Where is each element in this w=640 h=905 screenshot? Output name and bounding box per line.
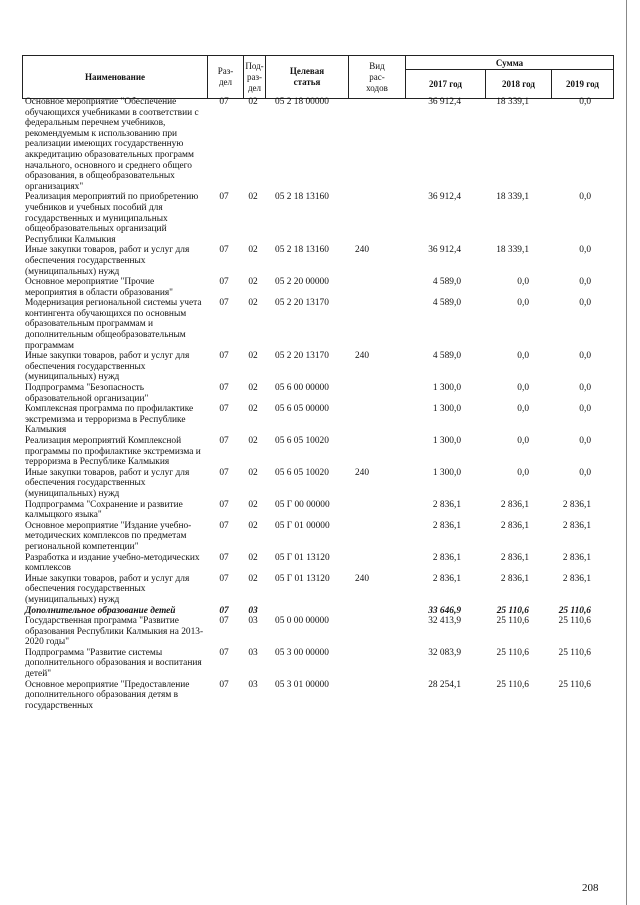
header-year-2018: 2018 год	[485, 70, 551, 98]
table-body	[22, 97, 612, 711]
cell-rz: 07	[219, 605, 229, 616]
cell-name: Иные закупки товаров, работ и услуг для обеспечения государственных (муниципальных) нужд	[25, 573, 190, 605]
cell-cs: 05 6 05 10020	[275, 467, 329, 478]
cell-name: Разработка и издание учебно-методических комплексов	[25, 552, 200, 574]
cell-cs: 05 6 00 00000	[275, 383, 329, 394]
table-row	[22, 245, 612, 277]
cell-y3: 0,0	[579, 383, 591, 394]
cell-pr: 02	[248, 351, 258, 362]
cell-cs: 05 2 18 13160	[275, 245, 329, 256]
table-row	[22, 680, 612, 712]
cell-y2: 0,0	[517, 436, 529, 446]
cell-y2: 18 339,1	[496, 97, 529, 107]
cell-cs: 05 3 00 00000	[275, 647, 329, 658]
cell-y2: 0,0	[517, 404, 529, 415]
table-row	[22, 500, 612, 521]
cell-vr	[347, 606, 377, 617]
cell-name: Подпрограмма "Сохранение и развитие калмыцкого языка"	[25, 499, 183, 521]
header-summa: Сумма	[405, 56, 613, 70]
page-number: 208	[582, 882, 599, 894]
header-podrazdel: Под- раз- дел	[243, 56, 265, 98]
cell-name: Реализация мероприятий по приобретению учебников и учебных пособий для государственных и муниципальных общеобразовательных организаций Республики Калмыкия	[25, 192, 199, 245]
cell-y3: 0,0	[579, 467, 591, 478]
table-header	[22, 55, 614, 99]
cell-rz: 07	[219, 404, 229, 415]
cell-rz: 07	[219, 520, 229, 531]
cell-y3: 25 110,6	[558, 647, 591, 658]
cell-pr: 02	[248, 97, 258, 107]
header-razdel: Раз- дел	[207, 56, 243, 98]
cell-y1: 32 083,9	[428, 647, 461, 658]
cell-vr: 240	[354, 245, 370, 256]
cell-vr	[347, 553, 377, 574]
cell-name: Подпрограмма "Безопасность образовательной организации"	[25, 383, 149, 404]
cell-y2: 0,0	[517, 383, 529, 394]
cell-rz: 07	[219, 351, 229, 362]
cell-y2: 25 110,6	[496, 679, 529, 690]
cell-vr	[347, 277, 377, 298]
cell-name: Иные закупки товаров, работ и услуг для обеспечения государственных (муниципальных) нужд	[25, 245, 190, 277]
cell-y1: 1 300,0	[432, 436, 461, 446]
table-row	[22, 436, 612, 468]
table-row	[22, 574, 612, 606]
cell-name: Иные закупки товаров, работ и услуг для обеспечения государственных (муниципальных) нужд	[25, 351, 190, 383]
table-row	[22, 383, 612, 404]
cell-cs: 05 3 01 00000	[275, 679, 329, 690]
cell-y3: 2 836,1	[562, 499, 591, 510]
cell-rz: 07	[219, 499, 229, 510]
cell-y2: 18 339,1	[496, 245, 529, 256]
cell-rz: 07	[219, 552, 229, 563]
cell-name: Подпрограмма "Развитие системы дополнительного образования и воспитания детей"	[25, 647, 202, 680]
table-row	[22, 606, 612, 617]
cell-y2: 2 836,1	[500, 552, 529, 563]
cell-vr	[347, 404, 377, 436]
cell-y2: 0,0	[517, 467, 529, 478]
cell-y2: 2 836,1	[500, 499, 529, 510]
cell-cs: 05 2 20 13170	[275, 351, 329, 362]
cell-cs: 05 0 00 00000	[275, 616, 329, 627]
header-year-2017: 2017 год	[405, 70, 485, 98]
cell-y3: 0,0	[579, 277, 591, 288]
cell-y3: 0,0	[579, 298, 591, 309]
cell-vr	[347, 436, 377, 468]
cell-y3: 25 110,6	[558, 679, 591, 690]
cell-y3: 0,0	[579, 192, 591, 203]
cell-cs: 05 Г 01 00000	[275, 520, 330, 531]
cell-rz: 07	[219, 679, 229, 690]
cell-name: Основное мероприятие "Предоставление дополнительного образования детям в государственных	[25, 679, 190, 711]
cell-vr	[347, 680, 377, 712]
cell-name: Основное мероприятие "Издание учебно-методических комплексов по предметам региональной компетенции"	[25, 520, 192, 552]
cell-y3: 0,0	[579, 436, 591, 446]
cell-y1: 4 589,0	[432, 298, 461, 309]
cell-pr: 03	[248, 605, 258, 616]
cell-y1: 2 836,1	[432, 520, 461, 531]
cell-vr	[347, 298, 377, 351]
cell-name: Модернизация региональной системы учета контингента обучающихся по основным образовательным программам и дополнительным общеобразовательным программам	[25, 298, 202, 351]
cell-y3: 25 110,6	[558, 605, 591, 616]
header-vid-rashodov: Вид рас- ходов	[348, 56, 405, 98]
cell-vr	[347, 500, 377, 521]
header-cel-statya: Целевая статья	[265, 56, 348, 98]
cell-y1: 1 300,0	[432, 383, 461, 394]
table-row	[22, 648, 612, 680]
cell-name: Реализация мероприятий Комплексной программы по профилактике экстремизма и терроризма в Республике Калмыкия	[25, 436, 201, 468]
cell-vr: 240	[354, 467, 370, 478]
cell-vr	[347, 616, 377, 648]
cell-pr: 02	[248, 573, 258, 584]
cell-pr: 02	[248, 499, 258, 510]
cell-y2: 0,0	[517, 351, 529, 362]
cell-y1: 36 912,4	[428, 97, 461, 107]
cell-vr	[347, 521, 377, 553]
cell-pr: 03	[248, 647, 258, 658]
cell-vr: 240	[354, 351, 370, 362]
cell-cs: 05 6 05 10020	[275, 436, 329, 446]
cell-rz: 07	[219, 277, 229, 288]
cell-rz: 07	[219, 97, 229, 107]
cell-pr: 03	[248, 616, 258, 627]
table-row	[22, 97, 612, 192]
cell-y3: 0,0	[579, 97, 591, 107]
cell-pr: 02	[248, 298, 258, 309]
cell-pr: 02	[248, 436, 258, 446]
cell-y2: 25 110,6	[496, 605, 529, 616]
cell-y2: 25 110,6	[496, 647, 529, 658]
cell-y1: 1 300,0	[432, 467, 461, 478]
table-row	[22, 553, 612, 574]
table-row	[22, 351, 612, 383]
cell-y2: 2 836,1	[500, 573, 529, 584]
cell-y2: 0,0	[517, 277, 529, 288]
cell-y1: 2 836,1	[432, 573, 461, 584]
cell-y3: 2 836,1	[562, 520, 591, 531]
cell-y1: 36 912,4	[428, 192, 461, 203]
cell-pr: 02	[248, 277, 258, 288]
cell-rz: 07	[219, 647, 229, 658]
cell-y3: 25 110,6	[558, 616, 591, 627]
cell-y1: 2 836,1	[432, 499, 461, 510]
cell-name: Дополнительное образование детей	[25, 605, 176, 616]
cell-cs: 05 Г 00 00000	[275, 499, 330, 510]
cell-cs: 05 2 18 13160	[275, 192, 329, 203]
cell-y3: 0,0	[579, 351, 591, 362]
cell-pr: 02	[248, 192, 258, 203]
cell-vr	[347, 648, 377, 680]
cell-y1: 2 836,1	[432, 552, 461, 563]
cell-y2: 2 836,1	[500, 520, 529, 531]
cell-y2: 18 339,1	[496, 192, 529, 203]
cell-cs: 05 Г 01 13120	[275, 552, 330, 563]
cell-y3: 0,0	[579, 245, 591, 256]
cell-rz: 07	[219, 298, 229, 309]
cell-y2: 25 110,6	[496, 616, 529, 627]
cell-rz: 07	[219, 616, 229, 627]
header-year-2019: 2019 год	[551, 70, 613, 98]
table-row	[22, 277, 612, 298]
cell-name: Основное мероприятие "Обеспечение обучающихся учебниками в соответствии с федеральным перечнем учебников, рекомендуемым к использованию при реализации имеющих государственную аккредитацию образовательных программ начального, основного и среднего общего образования, в общеобразовательных организациях"	[25, 97, 199, 192]
cell-y3: 2 836,1	[562, 552, 591, 563]
cell-y2: 0,0	[517, 298, 529, 309]
header-name: Наименование	[85, 71, 145, 82]
cell-y1: 32 413,9	[428, 616, 461, 627]
cell-y1: 33 646,9	[428, 605, 461, 616]
cell-name: Государственная программа "Развитие образования Республики Калмыкия на 2013-2020 годы"	[25, 616, 204, 648]
cell-cs: 05 2 20 00000	[275, 277, 329, 288]
cell-name: Комплексная программа по профилактике экстремизма и терроризма в Республике Калмыкия	[25, 404, 194, 436]
table-row	[22, 521, 612, 553]
cell-y1: 1 300,0	[432, 404, 461, 415]
cell-rz: 07	[219, 245, 229, 256]
table-row	[22, 468, 612, 500]
cell-vr	[347, 97, 377, 192]
cell-rz: 07	[219, 383, 229, 394]
cell-pr: 02	[248, 245, 258, 256]
cell-y3: 0,0	[579, 404, 591, 415]
cell-rz: 07	[219, 467, 229, 478]
cell-y3: 2 836,1	[562, 573, 591, 584]
cell-name: Иные закупки товаров, работ и услуг для обеспечения государственных (муниципальных) нужд	[25, 467, 190, 499]
cell-rz: 07	[219, 436, 229, 446]
cell-pr: 02	[248, 552, 258, 563]
cell-y1: 4 589,0	[432, 277, 461, 288]
cell-pr: 03	[248, 679, 258, 690]
cell-rz: 07	[219, 573, 229, 584]
cell-cs: 05 Г 01 13120	[275, 573, 330, 584]
cell-pr: 02	[248, 520, 258, 531]
cell-name: Основное мероприятие "Прочие мероприятия в области образования"	[25, 277, 174, 298]
table-row	[22, 298, 612, 351]
cell-vr: 240	[354, 573, 370, 584]
cell-y1: 4 589,0	[432, 351, 461, 362]
cell-vr	[347, 383, 377, 404]
cell-y1: 36 912,4	[428, 245, 461, 256]
cell-cs	[264, 606, 347, 617]
cell-cs: 05 2 20 13170	[275, 298, 329, 309]
cell-pr: 02	[248, 467, 258, 478]
cell-pr: 02	[248, 383, 258, 394]
cell-cs: 05 6 05 00000	[275, 404, 329, 415]
cell-y1: 28 254,1	[428, 679, 461, 690]
page-edge	[626, 0, 627, 905]
table-row	[22, 404, 612, 436]
table-row	[22, 616, 612, 648]
cell-pr: 02	[248, 404, 258, 415]
table-row	[22, 192, 612, 245]
cell-cs: 05 2 18 00000	[275, 97, 329, 107]
cell-vr	[347, 192, 377, 245]
cell-rz: 07	[219, 192, 229, 203]
